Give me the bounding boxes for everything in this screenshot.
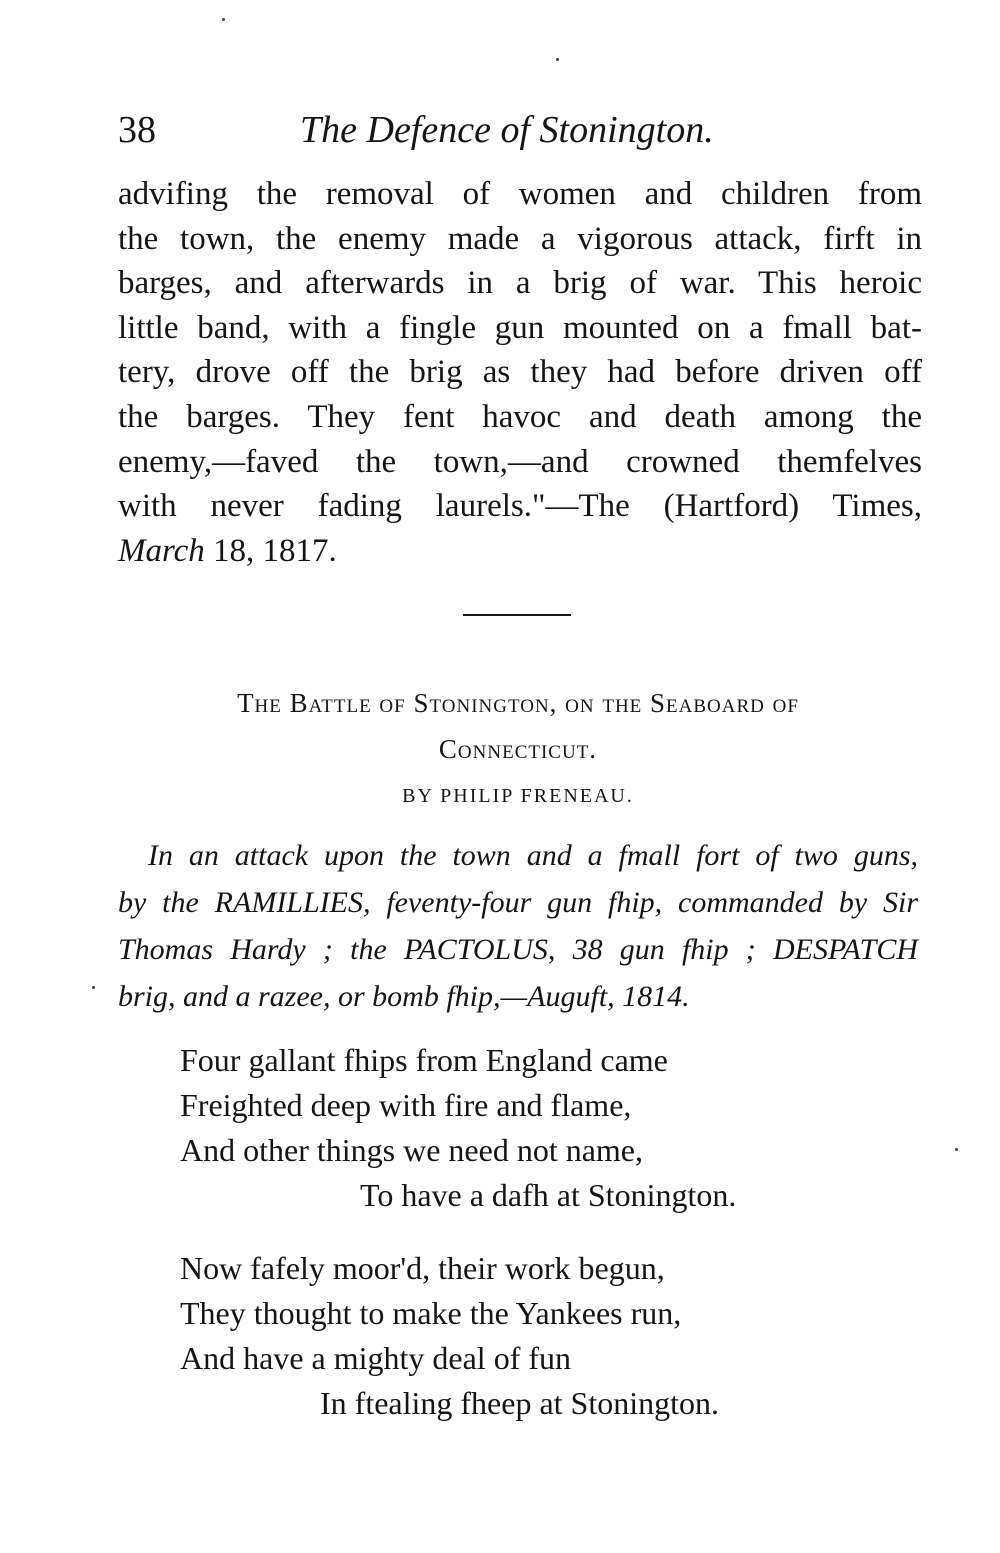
section-divider [463,614,571,616]
page-header [118,108,928,158]
print-speck [955,1148,958,1151]
poem-stanza [180,1246,820,1426]
verse-line: Four gallant fhips from England came [180,1042,668,1078]
prose-line: tery, drove off the brig as they had before driven off [118,354,922,391]
prose-paragraph [118,172,922,573]
verse-line: Now fafely moor'd, their work begun, [180,1250,665,1286]
verse-line: They thought to make the Yankees run, [180,1295,682,1331]
poem-intro [118,832,918,1020]
intro-line: by the RAMILLIES, feventy-four gun fhip, commanded by Sir [118,886,918,919]
prose-line: the town, the enemy made a vigorous attack, firft in [118,220,922,257]
poem-stanza [180,1038,820,1218]
print-speck [222,18,225,21]
intro-line: brig, and a razee, or bomb fhip,—Auguft, 1814. [118,980,690,1013]
poem-title-line: Connecticut. [438,734,598,764]
poem-title-line: The Battle of Stonington, on the Seaboard of [237,688,799,718]
poem-title [118,680,918,772]
intro-line: Thomas Hardy ; the PACTOLUS, 38 gun fhip ; DESPATCH [118,933,918,966]
prose-line: advifing the removal of women and children from [118,176,922,212]
page-number: 38 [118,109,156,151]
verse-line: And other things we need not name, [180,1132,643,1168]
intro-line: In an attack upon the town and a fmall fort of two guns, [148,839,918,872]
prose-line: barges, and afterwards in a brig of war. This heroic [118,265,922,302]
verse-refrain: To have a dafh at Stonington. [360,1177,737,1213]
prose-line: little band, with a fingle gun mounted on a fmall bat- [118,309,922,346]
print-speck [556,58,559,61]
running-title: The Defence of Stonington. [300,109,714,151]
poem-byline: BY PHILIP FRENEAU. [402,785,634,807]
verse-refrain: In ftealing fheep at Stonington. [320,1385,720,1421]
verse-line: And have a mighty deal of fun [180,1340,571,1376]
prose-line: enemy,—faved the town,—and crowned themfelves [118,443,922,480]
date-rest: 18, 1817. [204,532,337,569]
print-speck [92,986,95,989]
prose-line: with never fading laurels."—The (Hartford) Times, [118,488,922,525]
prose-line: the barges. They fent havoc and death among the [118,398,922,435]
date-month: March [118,532,205,569]
prose-line-date [118,529,922,574]
verse-line: Freighted deep with fire and flame, [180,1087,632,1123]
